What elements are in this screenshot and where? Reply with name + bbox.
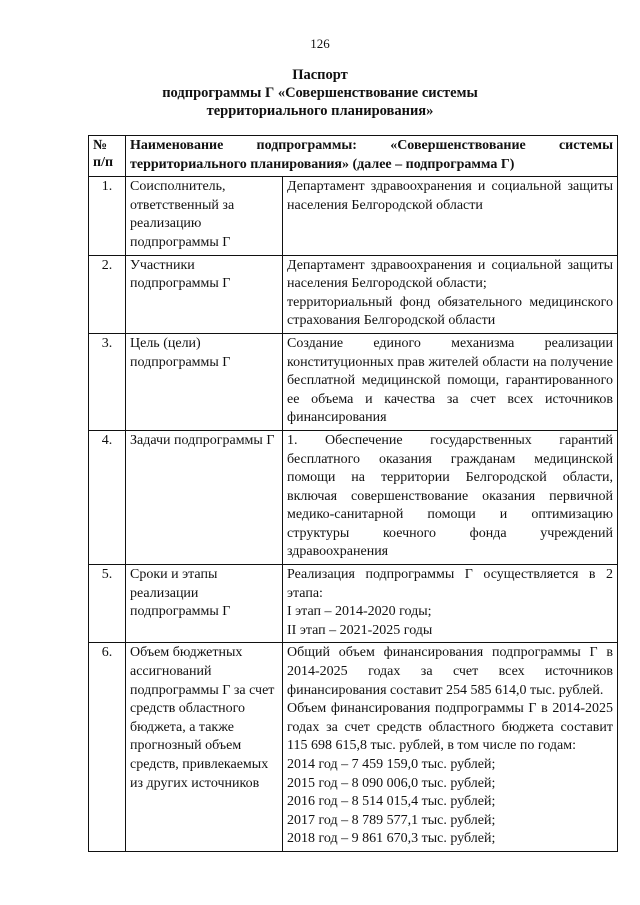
row-content-paragraph: территориальный фонд обязательного медицинского страхования Белгородской области bbox=[287, 294, 614, 329]
heading-title: Паспорт bbox=[292, 67, 348, 83]
header-number-sublabel: п/п bbox=[93, 155, 114, 170]
table-row bbox=[89, 643, 618, 852]
row-content-stage: I этап – 2014-2020 годы; bbox=[287, 604, 432, 620]
header-title-line2: территориального планирования» (далее – подпрограмма Г) bbox=[130, 156, 515, 172]
row-label: Объем бюджетных ассигнований подпрограммы Г за счет средств областного бюджета, а также прогнозный объем средств, привлекаемых из других источников bbox=[126, 643, 283, 852]
table-row bbox=[89, 333, 618, 430]
year-funding-line: 2017 год – 8 789 577,1 тыс. рублей; bbox=[287, 812, 496, 828]
row-number: 2. bbox=[89, 255, 126, 333]
heading-subtitle-line1: подпрограммы Г «Совершенствование системы bbox=[162, 85, 478, 101]
passport-table bbox=[88, 135, 618, 852]
row-number: 3. bbox=[89, 333, 126, 430]
row-content bbox=[283, 177, 618, 255]
row-label: Задачи подпрограммы Г bbox=[126, 430, 283, 564]
row-content bbox=[283, 565, 618, 643]
row-content-stage: II этап – 2021-2025 годы bbox=[287, 622, 433, 638]
table-row bbox=[89, 255, 618, 333]
header-title-cell bbox=[126, 136, 618, 177]
table-header-row bbox=[89, 136, 618, 177]
row-number: 1. bbox=[89, 177, 126, 255]
row-label: Сроки и этапы реализации подпрограммы Г bbox=[126, 565, 283, 643]
year-funding-line: 2014 год – 7 459 159,0 тыс. рублей; bbox=[287, 757, 496, 772]
heading-subtitle-line2: территориального планирования» bbox=[206, 103, 434, 119]
row-content-paragraph: Создание единого механизма реализации конституционных прав жителей области на получение бесплатной медицинской помощи, гарантированного ее объема и качества за счет всех источников финансирования bbox=[287, 335, 614, 426]
row-content-paragraph: Департамент здравоохранения и социальной защиты населения Белгородской области bbox=[287, 179, 614, 213]
row-label: Соисполнитель, ответственный за реализацию подпрограммы Г bbox=[126, 177, 283, 255]
row-content-paragraph: Объем финансирования подпрограммы Г в 2014-2025 годах за счет средств областного бюджета составит 115 698 615,8 тыс. рублей, в том числе по годам: bbox=[287, 701, 614, 754]
row-content bbox=[283, 643, 618, 852]
row-number: 6. bbox=[89, 643, 126, 852]
year-funding-line: 2016 год – 8 514 015,4 тыс. рублей; bbox=[287, 794, 496, 810]
table-row bbox=[89, 430, 618, 564]
year-funding-line: 2015 год – 8 090 006,0 тыс. рублей; bbox=[287, 775, 496, 791]
row-content bbox=[283, 333, 618, 430]
header-title-line1: Наименование подпрограммы: «Совершенствование системы bbox=[130, 138, 614, 153]
row-content bbox=[283, 430, 618, 564]
row-content-paragraph: Реализация подпрограммы Г осуществляется в 2 этапа: bbox=[287, 567, 614, 601]
year-funding-line: 2018 год – 9 861 670,3 тыс. рублей; bbox=[287, 831, 496, 847]
passport-heading bbox=[0, 66, 640, 120]
row-content-paragraph: Общий объем финансирования подпрограммы Г в 2014-2025 годах за счет всех источников финансирования составит 254 585 614,0 тыс. рублей. bbox=[287, 645, 614, 698]
header-number-cell bbox=[89, 136, 126, 177]
row-number: 5. bbox=[89, 565, 126, 643]
page-number: 126 bbox=[310, 36, 330, 51]
row-label: Цель (цели) подпрограммы Г bbox=[126, 333, 283, 430]
table-row bbox=[89, 177, 618, 255]
row-label: Участники подпрограммы Г bbox=[126, 255, 283, 333]
row-number: 4. bbox=[89, 430, 126, 564]
row-content-paragraph: 1. Обеспечение государственных гарантий бесплатного оказания гражданам медицинской помощи на территории Белгородской области, включая совершенствование оказания первичной медико-санитарной помощи и оптимизацию структуры коечного фонда учреждений здравоохранения bbox=[287, 432, 614, 560]
header-number-label: № bbox=[93, 138, 108, 153]
row-content bbox=[283, 255, 618, 333]
table-row bbox=[89, 565, 618, 643]
row-content-paragraph: Департамент здравоохранения и социальной защиты населения Белгородской области; bbox=[287, 257, 614, 292]
